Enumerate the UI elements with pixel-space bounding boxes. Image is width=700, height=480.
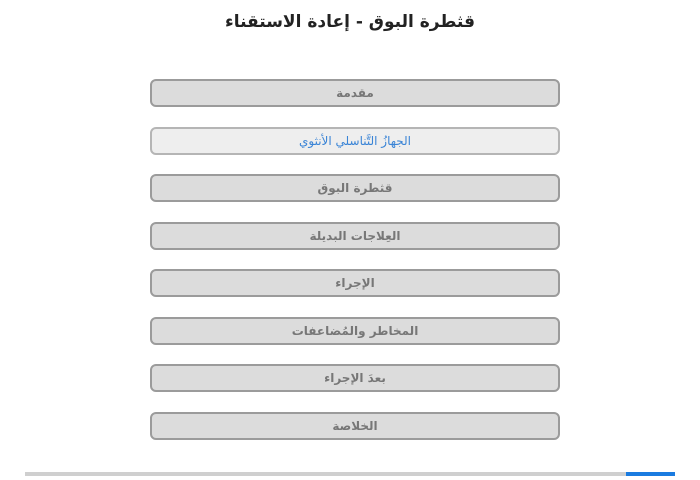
progress-bar bbox=[25, 472, 675, 476]
menu-item-after-procedure[interactable]: بعدَ الإجراء bbox=[150, 364, 560, 392]
menu-item-alternative-treatments[interactable]: العِلاجات البديلة bbox=[150, 222, 560, 250]
page-title: قثطرة البوق - إعادة الاستقناء bbox=[225, 12, 475, 32]
progress-bar-fill bbox=[626, 472, 675, 476]
menu-item-tubal-catheterization[interactable]: قثطرة البوق bbox=[150, 174, 560, 202]
menu-item-female-reproductive-system[interactable]: الجهازُ التَّناسلي الأنثوي bbox=[150, 127, 560, 155]
menu-item-introduction[interactable]: مقدمة bbox=[150, 79, 560, 107]
chapter-menu bbox=[150, 79, 560, 459]
menu-item-summary[interactable]: الخلاصة bbox=[150, 412, 560, 440]
menu-item-procedure[interactable]: الإجراء bbox=[150, 269, 560, 297]
menu-item-risks-complications[interactable]: المخاطر والمُضاعفات bbox=[150, 317, 560, 345]
